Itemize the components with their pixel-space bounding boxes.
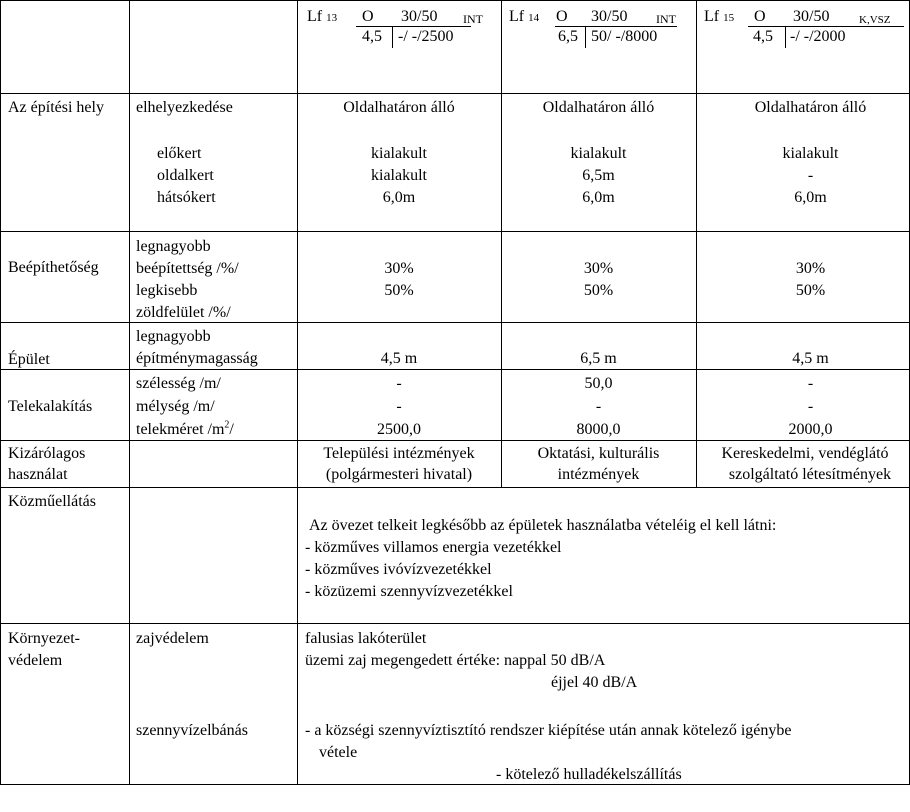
cell-value: 4,5 m xyxy=(380,350,418,367)
sub-label: zöldfelület /%/ xyxy=(136,304,231,321)
cell-value: Oldalhatáron álló xyxy=(343,99,455,116)
col-divider xyxy=(129,0,130,785)
row-label-kizarolagos-2: használat xyxy=(8,466,68,483)
cell-value: - xyxy=(396,398,402,415)
list-item: - közműves villamos energia vezetékkel xyxy=(305,539,562,556)
row-divider xyxy=(0,369,910,370)
row-label-kornyezetvedelem-2: védelem xyxy=(8,652,63,669)
sub-label-elhelyezkedes: elhelyezkedése xyxy=(136,99,233,116)
sub-label: beépítettség /%/ xyxy=(136,260,239,277)
cell-value: 50% xyxy=(384,282,414,299)
zaj-text: falusias lakóterület xyxy=(305,630,427,647)
row-divider xyxy=(0,93,910,94)
szenny-text: vétele xyxy=(319,744,358,761)
sub-label-elokert: előkert xyxy=(157,145,202,162)
sub-label-zajvedelem: zajvédelem xyxy=(136,630,209,647)
cell-value: 8000,0 xyxy=(576,421,621,438)
cell-value: 2000,0 xyxy=(788,421,833,438)
cell-value: 6,5m xyxy=(582,167,615,184)
sub-label: mélység /m/ xyxy=(136,398,215,415)
cell-value: - xyxy=(807,375,814,392)
cell-value: intézmények xyxy=(557,466,640,483)
sub-label-hatsokert: hátsókert xyxy=(157,189,216,206)
sub-label: szélesség /m/ xyxy=(136,375,221,392)
regulation-table: Lf 13 O 30/50 INT 4,5 -/ -/2500 Lf 14 O 30/50 INT 6,5 50/ -/8000 Lf 15 O 30/50 K,VSZ 4,5 -/ -/2000 Az építési hely elhelyezkedése előkert oldalkert hátsókert Oldalhatáron álló Oldalhatáron álló Oldalhatáron álló kialakult kialakult kialakult kialakult 6,5m - 6,0m 6,0m 6,0m Beépíthetőség legnagyobb beépítettség /%/ legkisebb zöldfelület /%/ 30% 30% 30% 50% 50% 50% Épület legnagyobb építménymagasság 4,5 m 6,5 m 4,5 m Telekalakítás szélesség /m/ mélység /m/ telekméret $/m^2/$ - 50,0 - - - - 2500,0 8000,0 2000,0 Kizárólagos használat Települési intézmények (polgármesteri hivatal) Oktatási, kulturális intézmények Kereskedelmi, vendéglátó szolgáltató létesítmények Közműellátás Az övezet telkeit legkésőbb az épületek használatba vételéig el kell látni: - közműves villamos energia vezetékkel - közműves ivóvízvezetékkel - közüzemi szennyvízvezetékkel Környezet- védelem zajvédelem falusias lakóterület üzemi zaj megengedett értéke: nappal 50 dB/A éjjel 40 dB/A szennyvízelbánás - a községi szennyvíztisztító rendszer kiépítése után annak kötelező igénybe vétele - kötelező hulladékelszállítás xyxy=(0,0,910,812)
cell-value: - xyxy=(807,398,814,415)
sub-label: legnagyobb xyxy=(136,328,211,345)
row-label-kizarolagos: Kizárólagos xyxy=(8,445,86,462)
table-border-bottom xyxy=(0,784,910,785)
cell-value: kialakult xyxy=(371,145,427,162)
cell-value: 6,0m xyxy=(794,189,827,206)
row-label-telekalakitas: Telekalakítás xyxy=(8,398,93,415)
cell-value: kialakult xyxy=(371,167,427,184)
cell-value: 50% xyxy=(583,282,614,299)
cell-value: szolgáltató létesítmények xyxy=(728,466,892,483)
row-divider xyxy=(0,487,910,488)
cell-value: - xyxy=(595,398,602,415)
sub-label-oldalkert: oldalkert xyxy=(157,167,214,184)
zaj-text: éjjel 40 dB/A xyxy=(551,674,638,691)
cell-value: Települési intézmények xyxy=(323,445,475,462)
sub-label: legnagyobb xyxy=(136,238,211,255)
sub-label: telekméret $/m^2/$ xyxy=(136,419,234,438)
cell-value: - xyxy=(807,167,814,184)
row-label-beepithetoseg: Beépíthetőség xyxy=(8,259,99,276)
cell-value: 6,0m xyxy=(382,189,416,206)
cell-value: kialakult xyxy=(570,145,627,162)
row-label-kozmuellatas: Közműellátás xyxy=(8,493,96,510)
szenny-text: - kötelező hulladékelszállítás xyxy=(496,766,682,783)
cell-value: 6,5 m xyxy=(580,350,617,367)
szenny-text: - a községi szennyvíztisztító rendszer kiépítése után annak kötelező igénybe xyxy=(305,722,792,739)
list-item: - közműves ivóvízvezetékkel xyxy=(305,561,492,578)
cell-value: 30% xyxy=(795,260,826,277)
cell-value: - xyxy=(396,375,402,392)
cell-value: 50% xyxy=(795,282,826,299)
cell-value: 30% xyxy=(384,260,414,277)
row-divider xyxy=(0,322,910,323)
list-item: - közüzemi szennyvízvezetékkel xyxy=(305,583,513,600)
cell-value: Oldalhatáron álló xyxy=(542,99,655,116)
cell-value: Kereskedelmi, vendéglátó xyxy=(721,445,889,462)
kozmu-intro: Az övezet telkeit legkésőbb az épületek használatba vételéig el kell látni: xyxy=(309,517,777,534)
row-divider xyxy=(0,231,910,232)
row-label-epulet: Épület xyxy=(8,351,50,368)
row-divider xyxy=(0,440,910,441)
cell-value: 50,0 xyxy=(584,375,613,392)
cell-value: kialakult xyxy=(782,145,839,162)
table-border-left xyxy=(0,0,1,785)
row-label-kornyezetvedelem: Környezet- xyxy=(8,630,80,647)
sub-label: legkisebb xyxy=(136,282,198,299)
sub-label-szennyvizelbanas: szennyvízelbánás xyxy=(136,722,248,739)
cell-value: Oktatási, kulturális xyxy=(537,445,660,462)
cell-value: 6,0m xyxy=(582,189,615,206)
cell-value: 2500,0 xyxy=(377,421,421,438)
cell-value: 4,5 m xyxy=(792,350,829,367)
table-border-top xyxy=(0,0,910,1)
col-divider xyxy=(696,0,697,488)
cell-value: Oldalhatáron álló xyxy=(754,99,867,116)
cell-value: 30% xyxy=(583,260,614,277)
cell-value: (polgármesteri hivatal) xyxy=(325,466,473,483)
row-divider xyxy=(0,623,910,624)
sub-label: építménymagasság xyxy=(136,350,258,367)
row-label-epitesi-hely: Az építési hely xyxy=(8,99,104,116)
zaj-text: üzemi zaj megengedett értéke: nappal 50 dB/A xyxy=(305,652,606,669)
